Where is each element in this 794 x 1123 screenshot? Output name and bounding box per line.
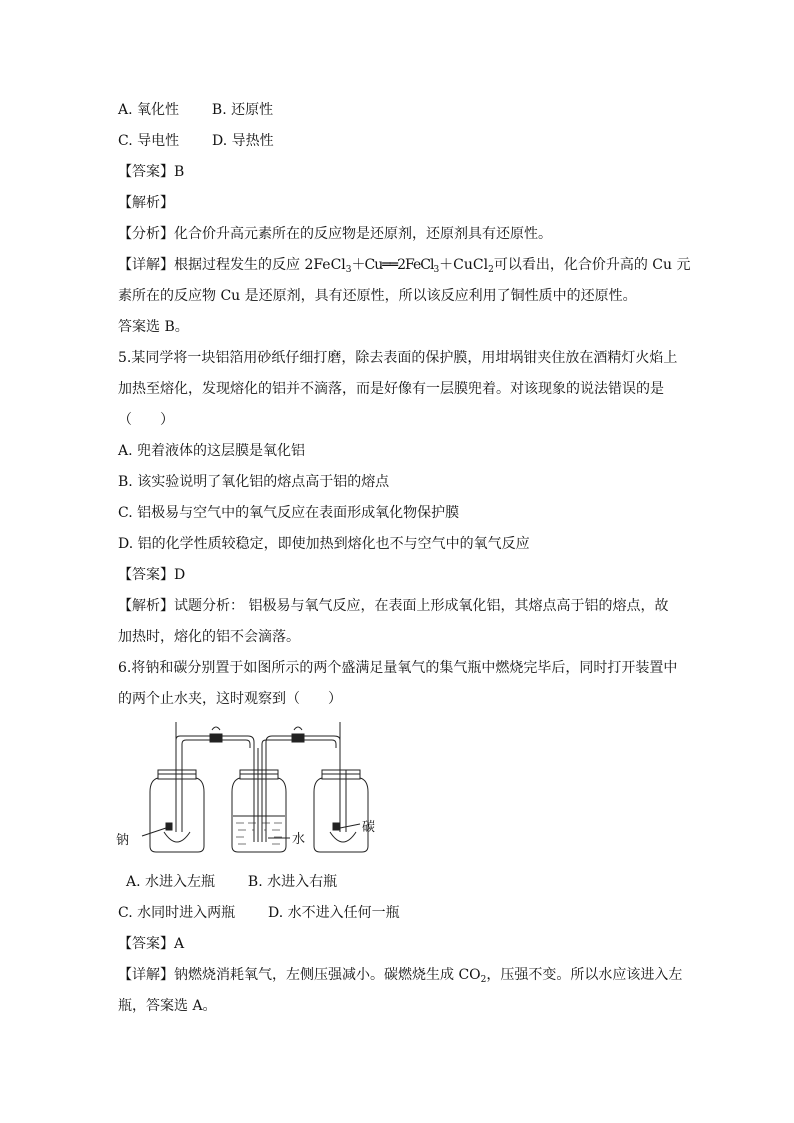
q4-option-c: C. 导电性 xyxy=(118,133,180,149)
q5-jiexi-line2: 加热时，熔化的铝不会滴落。 xyxy=(118,629,300,645)
q4-options-row1 xyxy=(118,100,273,120)
q6-stem-line2: 的两个止水夹，这时观察到（ ） xyxy=(118,691,342,707)
q6-options-row2 xyxy=(118,903,400,923)
water-hatch xyxy=(236,823,282,844)
q4-option-b: B. 还原性 xyxy=(211,102,274,118)
water-clamp-left xyxy=(210,727,222,742)
sodium-sample xyxy=(166,823,172,830)
q4-options-row2 xyxy=(118,131,274,151)
q6-xiangjie-line1: 【详解】钠燃烧消耗氧气，左侧压强减小。碳燃烧生成 $CO_2$，压强不变。所以水应该进入左 xyxy=(118,967,683,985)
right-bottle xyxy=(314,722,368,852)
q5-option-a: A. 兜着液体的这层膜是氧化铝 xyxy=(118,443,306,459)
q5-option-d: D. 铝的化学性质较稳定，即使加热到熔化也不与空气中的氧气反应 xyxy=(118,536,530,552)
q6-stem-line1: 6.将钠和碳分别置于如图所示的两个盛满足量氧气的集气瓶中燃烧完毕后，同时打开装置中 xyxy=(118,660,678,676)
q5-option-b: B. 该实验说明了氧化铝的熔点高于铝的熔点 xyxy=(118,474,390,490)
leader-carbon xyxy=(340,824,360,828)
apparatus-figure xyxy=(128,720,398,860)
q4-option-d: D. 导热性 xyxy=(212,133,274,149)
left-bottle xyxy=(150,722,204,852)
q4-fenxi: 【分析】化合价升高元素所在的反应物是还原剂，还原剂具有还原性。 xyxy=(118,226,552,242)
q5-stem-line3: （ ） xyxy=(118,412,174,428)
leader-sodium xyxy=(142,828,166,836)
carbon-sample xyxy=(333,823,339,830)
q5-stem-line1: 5.某同学将一块铝箔用砂纸仔细打磨，除去表面的保护膜，用坩埚钳夹住放在酒精灯火焰上 xyxy=(118,350,678,366)
q6-option-d: D. 水不进入任何一瓶 xyxy=(268,905,400,921)
q5-option-c: C. 铝极易与空气中的氧气反应在表面形成氧化物保护膜 xyxy=(118,505,460,521)
q5-answer: 【答案】D xyxy=(118,567,186,583)
q6-answer: 【答案】A xyxy=(118,936,185,952)
fig-label-water: 水 xyxy=(292,832,306,847)
q4-conclusion: 答案选 B。 xyxy=(118,319,189,335)
q6-options-row1 xyxy=(126,872,337,892)
fig-label-sodium: 钠 xyxy=(116,833,130,848)
q4-xiangjie-line1: 【详解】根据过程发生的反应 2FeCl$_3$＋Cu══2FeCl$_3$＋CuCl$_2$可以看出，化合价升高的 Cu 元 xyxy=(118,257,691,275)
q6-option-b: B. 水进入右瓶 xyxy=(247,874,338,890)
middle-bottle xyxy=(232,748,286,852)
q4-jiexi-heading: 【解析】 xyxy=(118,195,174,211)
q5-jiexi-line1: 【解析】试题分析： 铝极易与氧气反应，在表面上形成氧化铝，其熔点高于铝的熔点，故 xyxy=(118,598,669,614)
q4-xiangjie-line2: 素所在的反应物 Cu 是还原剂，具有还原性，所以该反应利用了铜性质中的还原性。 xyxy=(118,288,637,304)
q5-stem-line2: 加热至熔化，发现熔化的铝并不滴落，而是好像有一层膜兜着。对该现象的说法错误的是 xyxy=(118,381,664,397)
q4-option-a: A. 氧化性 xyxy=(118,102,180,118)
q6-option-c: C. 水同时进入两瓶 xyxy=(118,905,236,921)
q6-option-a: A. 水进入左瓶 xyxy=(126,874,216,890)
q4-answer: 【答案】B xyxy=(118,164,185,180)
fig-label-carbon: 碳 xyxy=(362,820,376,835)
q6-xiangjie-line2: 瓶，答案选 A。 xyxy=(118,998,217,1014)
water-clamp-right xyxy=(292,727,304,742)
